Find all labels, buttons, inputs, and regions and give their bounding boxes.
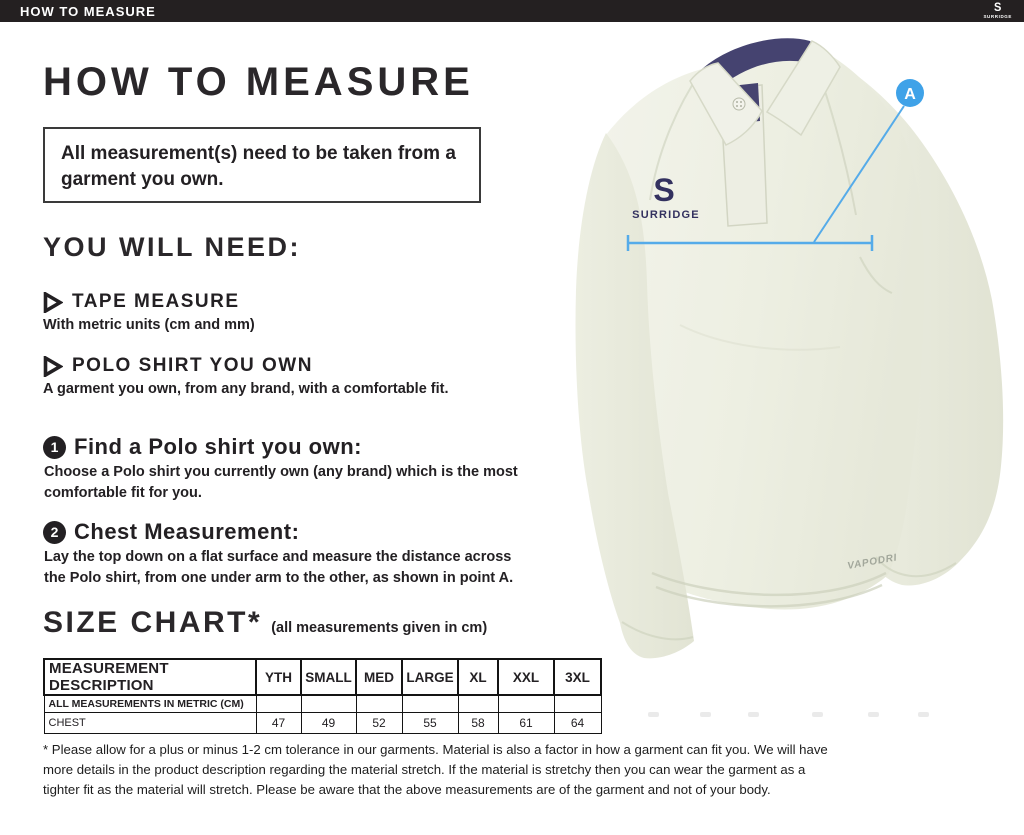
point-a-label: A (904, 86, 916, 103)
need-item-title: TAPE MEASURE (72, 291, 240, 312)
step-1-title-row (43, 434, 362, 460)
step-1-number-badge: 1 (43, 436, 66, 459)
footnote-text: * Please allow for a plus or minus 1-2 cm tolerance in our garments. Material is also a factor in how a garment can fit you. We will have more details in the product description regarding the material stretch. If the material is stretchy then you can wear the garment as a tighter fit as the material will stretch. Please be aware that the above measurements are of the garment and not of your body. (43, 742, 828, 797)
watermark-smudge (748, 712, 759, 717)
step-2-description-line2: the Polo shirt, from one under arm to the other, as shown in point A. (44, 570, 514, 586)
need-item-description: A garment you own, from any brand, with a comfortable fit. (43, 381, 449, 397)
cell (458, 695, 498, 713)
cell (301, 695, 356, 713)
cell (402, 695, 458, 713)
cell (554, 695, 601, 713)
step-1-description-line2: comfortable fit for you. (44, 485, 202, 501)
surridge-logo-icon (983, 3, 1012, 20)
page-title: HOW TO MEASURE (43, 60, 474, 104)
need-item-tape-measure (43, 291, 240, 313)
size-chart-heading-row (43, 606, 487, 640)
polo-shirt-image (560, 25, 1024, 665)
need-item-title: POLO SHIRT YOU OWN (72, 355, 313, 376)
cell-chest-xl: 58 (458, 713, 498, 734)
cell-chest-large: 55 (402, 713, 458, 734)
cell (356, 695, 402, 713)
watermark-smudge (812, 712, 823, 717)
cell (498, 695, 554, 713)
shirt-button (733, 98, 745, 110)
cell-chest-yth: 47 (256, 713, 301, 734)
step-2-description (44, 547, 513, 589)
step-1-title: Find a Polo shirt you own: (74, 434, 362, 459)
col-header-med: MED (356, 659, 402, 695)
shirt-logo-word: SURRIDGE (632, 209, 700, 221)
col-header-xl: XL (458, 659, 498, 695)
table-header-row (44, 659, 601, 695)
step-2-number-badge: 2 (43, 521, 66, 544)
col-header-small: SMALL (301, 659, 356, 695)
col-header-xxl: XXL (498, 659, 554, 695)
step-1-description-line1: Choose a Polo shirt you currently own (any brand) which is the most (44, 464, 518, 480)
size-chart-table (43, 658, 602, 734)
play-triangle-icon (43, 356, 63, 377)
shirt-logo-mark: S (653, 172, 675, 208)
notice-text: All measurement(s) need to be taken from a garment you own. (61, 143, 456, 190)
row-label-metric: ALL MEASUREMENTS IN METRIC (CM) (44, 695, 256, 713)
play-triangle-icon (43, 292, 63, 313)
size-chart-heading: SIZE CHART* (43, 606, 263, 639)
step-1-description (44, 462, 518, 504)
row-label-chest: CHEST (44, 713, 256, 734)
cell (256, 695, 301, 713)
need-item-polo-shirt (43, 355, 313, 377)
cell-chest-small: 49 (301, 713, 356, 734)
step-2-description-line1: Lay the top down on a flat surface and measure the distance across (44, 549, 512, 565)
notice-box (43, 127, 481, 203)
size-chart-subtitle: (all measurements given in cm) (271, 620, 488, 636)
surridge-logo-mark: S (994, 1, 1002, 15)
need-item-description: With metric units (cm and mm) (43, 317, 255, 333)
watermark-smudge (648, 712, 659, 717)
top-bar-title: HOW TO MEASURE (20, 3, 156, 19)
watermark-smudge (868, 712, 879, 717)
cell-chest-xxl: 61 (498, 713, 554, 734)
cell-chest-med: 52 (356, 713, 402, 734)
table-row (44, 713, 601, 734)
cell-chest-3xl: 64 (554, 713, 601, 734)
watermark-smudge (918, 712, 929, 717)
surridge-logo-word: SURRIDGE (983, 13, 1012, 19)
table-row (44, 695, 601, 713)
fabric-label: VAPODRI (846, 552, 899, 572)
step-2-title: Chest Measurement: (74, 519, 300, 544)
step-2-title-row (43, 519, 299, 545)
col-header-yth: YTH (256, 659, 301, 695)
col-header-3xl: 3XL (554, 659, 601, 695)
polo-shirt-svg (560, 25, 1024, 665)
watermark-smudge (700, 712, 711, 717)
col-header-measurement-description: MEASUREMENT DESCRIPTION (44, 659, 256, 695)
col-header-large: LARGE (402, 659, 458, 695)
you-will-need-heading: YOU WILL NEED: (43, 232, 302, 262)
top-bar (0, 0, 1024, 22)
